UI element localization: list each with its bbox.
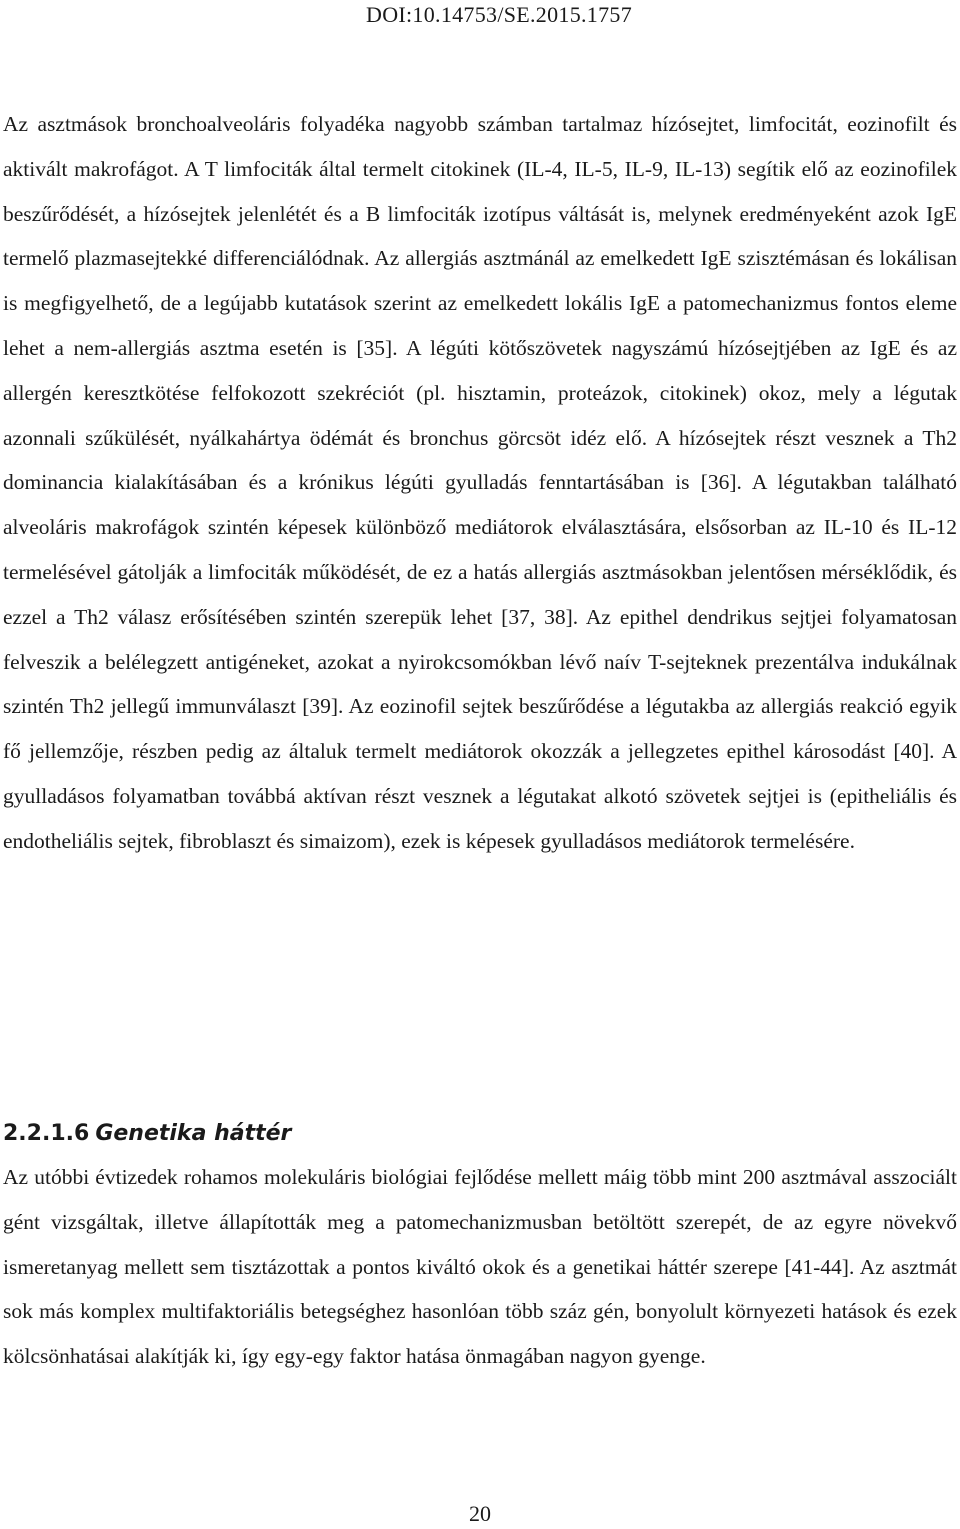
body-paragraph-genetics: Az utóbbi évtizedek rohamos molekuláris biológiai fejlődése mellett máig több mint 200 asztmával asszociált gént vizsgáltak, illetve állapították meg a patomechanizmusban betöltött szerepét, de az egyre növekvő ismeretanyag mellett sem tisztázottak a pontos kiváltó okok és a genetikai háttér szerepe [41-44]. Az asztmát sok más komplex multifaktoriális betegséghez hasonlóan több száz gén, bonyolult környezeti hatások és ezek kölcsönhatásai alakítják ki, így egy-egy faktor hatása önmagában nagyon gyenge. bbox=[3, 1165, 957, 1369]
section-title: Genetika háttér bbox=[95, 1121, 292, 1146]
doi-header: DOI:10.14753/SE.2015.1757 bbox=[366, 2, 632, 27]
section-heading-text bbox=[3, 1114, 957, 1154]
page-number: 20 bbox=[469, 1501, 491, 1526]
body-paragraph-asthma-cells: Az asztmások bronchoalveoláris folyadéka nagyobb számban tartalmaz hízósejtet, limfocitát, eozinofilt és aktivált makrofágot. A T limfociták által termelt citokinek (IL-4, IL-5, IL-9, IL-13) segítik elő az eozinofilek beszűrődését, a hízósejtek jelenlétét és a B limfociták izotípus váltását is, melynek eredményeként azok IgE termelő plazmasejtekké differenciálódnak. Az allergiás asztmánál az emelkedett IgE szisztémásan és lokálisan is megfigyelhető, de a legújabb kutatások szerint az emelkedett lokális IgE a patomechanizmus fontos eleme lehet a nem-allergiás asztma esetén is [35]. A légúti kötőszövetek nagyszámú hízósejtjében az IgE és az allergén keresztkötése felfokozott szekréciót (pl. hisztamin, proteázok, citokinek) okoz, mely a légutak azonnali szűkülését, nyálkahártya ödémát és bronchus görcsöt idéz elő. A hízósejtek részt vesznek a Th2 dominancia kialakításában és a krónikus légúti gyulladás fenntartásában is [36]. A légutakban található alveoláris makrofágok szintén képesek különböző mediátorok elválasztására, elsősorban az IL-10 és IL-12 termelésével gátolják a limfociták működését, de ez a hatás allergiás asztmásokban jelentősen mérséklődik, és ezzel a Th2 válasz erősítésében szintén szerepük lehet [37, 38]. Az epithel dendrikus sejtjei folyamatosan felveszik a belélegzett antigéneket, azokat a nyirokcsomókban lévő naív T-sejteknek prezentálva indukálnak szintén Th2 jellegű immunválaszt [39]. Az eozinofil sejtek beszűrődése a légutakba az allergiás reakció egyik fő jellemzője, részben pedig az általuk termelt mediátorok okozzák a jellegzetes epithel károsodást [40]. A gyulladásos folyamatban továbbá aktívan részt vesznek a légutakat alkotó szövetek sejtjei is (epitheliális és endotheliális sejtek, fibroblaszt és simaizom), ezek is képesek gyulladásos mediátorok termelésére. bbox=[3, 112, 957, 853]
section-number: 2.2.1.6 bbox=[3, 1121, 90, 1146]
section-heading bbox=[3, 1114, 957, 1154]
